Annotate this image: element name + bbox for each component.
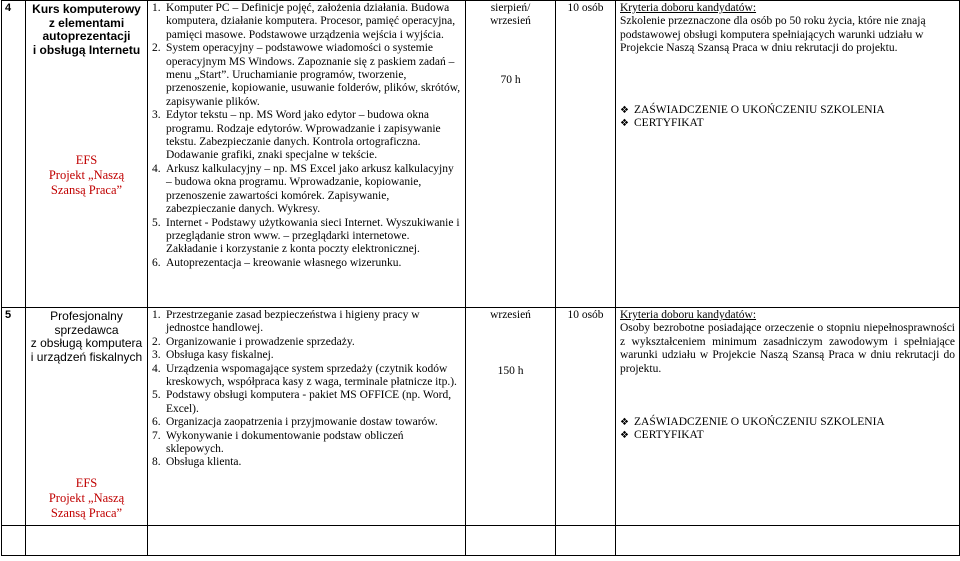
program-cell — [148, 1, 466, 308]
course-cell — [26, 1, 148, 308]
course-title: Profesjonalny sprzedawca z obsługą komputera i urządzeń fiskalnych — [30, 309, 143, 364]
diamond-bullet-icon: ❖ — [620, 104, 629, 116]
term: wrzesień — [490, 15, 531, 28]
course-title: Kurs komputerowy z elementami autoprezentacji i obsługą Internetu — [32, 2, 141, 57]
program-item: 4. Urządzenia wspomagające system sprzedaży (czytnik kodów kreskowych, współpraca kasy z waga, terminale płatnicze itp.). — [152, 362, 457, 389]
term: wrzesień — [490, 309, 531, 321]
program-item: 6. Organizacja zaopatrzenia i przyjmowanie dostaw towarów. — [152, 416, 438, 429]
program-item: 6. Autoprezentacja – kreowanie własnego wizerunku. — [152, 256, 402, 269]
program-item: 7. Wykonywanie i dokumentowanie podstaw obliczeń sklepowych. — [152, 429, 404, 456]
criteria-header: Kryteria doboru kandydatów: — [620, 2, 757, 14]
certificate-item: ❖ ZAŚWIADCZENIE O UKOŃCZENIU SZKOLENIA — [620, 103, 885, 116]
term: sierpień/ — [490, 2, 531, 14]
program-item: 5. Podstawy obsługi komputera - pakiet MS OFFICE (np. Word, Excel). — [152, 389, 452, 415]
training-table — [1, 0, 960, 556]
criteria-header: Kryteria doboru kandydatów: — [620, 309, 757, 321]
certificates — [620, 416, 955, 443]
table-row — [2, 308, 960, 526]
program-item: 3. Obsługa kasy fiskalnej. — [152, 349, 274, 362]
criteria-text: Osoby bezrobotne posiadające orzeczenie o stopniu niepełnosprawności z wykształceniem minimum zasadniczym zawodowym i spełniające warunki udziału w Projekcie Naszą Szansą Praca w dniu rekrutacji do projektu. — [620, 322, 955, 375]
program-item: 3. Edytor tekstu – np. MS Word jako edytor – budowa okna programu. Rodzaje edytorów. Wprowadzanie i zapisywanie tekstu. Zabezpieczanie danych. Kontrola ortograficzna. Dodawanie grafiki, znaki specjalne w tekście. — [152, 109, 441, 162]
table-row — [2, 1, 960, 308]
diamond-bullet-icon: ❖ — [620, 118, 629, 130]
program-item: 4. Arkusz kalkulacyjny – np. MS Excel jako arkusz kalkulacyjny – budowa okna programu. Wprowadzanie, kopiowanie, przenoszenie zawartości komórek. Zapisywanie, zabezpieczanie danych. Wykresy. — [152, 162, 454, 216]
efs-project-label: EFS Projekt „Naszą Szansą Praca” — [48, 476, 125, 521]
criteria-text: Szkolenie przeznaczone dla osób po 50 roku życia, które nie znają podstawowej obsługi komputera spełniających warunki udziału w Projekcie Naszą Szansą Praca w dniu rekrutacji do projektu. — [620, 15, 926, 55]
program-item: 8. Obsługa klienta. — [152, 456, 242, 469]
program-item: 1. Przestrzeganie zasad bezpieczeństwa i higieny pracy w jednostce handlowej. — [152, 309, 420, 335]
criteria-cell — [616, 1, 960, 308]
term-cell — [466, 1, 556, 308]
diamond-bullet-icon: ❖ — [620, 430, 629, 442]
participants: 10 osób — [556, 1, 616, 308]
program-cell — [148, 308, 466, 526]
diamond-bullet-icon: ❖ — [620, 417, 629, 429]
program-item: 1. Komputer PC – Definicje pojęć, założenia działania. Budowa komputera, działanie komputera. Procesor, pamięć operacyjna, pamięci masowe. Podstawowe urządzenia wejścia i wyjścia. — [152, 2, 456, 41]
participants: 10 osób — [556, 308, 616, 526]
certificate-item: ❖ CERTYFIKAT — [620, 429, 704, 442]
certificate-item: ❖ CERTYFIKAT — [620, 117, 704, 130]
program-item: 2. Organizowanie i prowadzenie sprzedaży. — [152, 335, 355, 348]
row-number: 4 — [2, 1, 26, 308]
program-item: 2. System operacyjny – podstawowe wiadomości o systemie operacyjnym MS Windows. Zapoznanie się z paskiem zadań – menu „Start”. Uruchamianie programów, tworzenie, przenoszenie, kopiowanie, usuwanie folderów, plików, skrótów, zapisywanie plików. — [152, 42, 461, 108]
efs-project-label: EFS Projekt „Naszą Szansą Praca” — [48, 153, 125, 198]
program-item: 5. Internet - Podstawy użytkowania sieci Internet. Wyszukiwanie i przeglądanie stron www. – przeglądarki internetowe. Zakładanie i korzystanie z konta poczty elektronicznej. — [152, 216, 460, 256]
hours: 150 h — [497, 365, 524, 378]
table-row-partial — [2, 526, 960, 556]
row-number: 5 — [2, 308, 26, 526]
certificate-item: ❖ ZAŚWIADCZENIE O UKOŃCZENIU SZKOLENIA — [620, 416, 885, 429]
hours: 70 h — [500, 73, 521, 86]
criteria-cell — [616, 308, 960, 526]
term-cell — [466, 308, 556, 526]
certificates — [620, 104, 955, 131]
course-cell — [26, 308, 148, 526]
